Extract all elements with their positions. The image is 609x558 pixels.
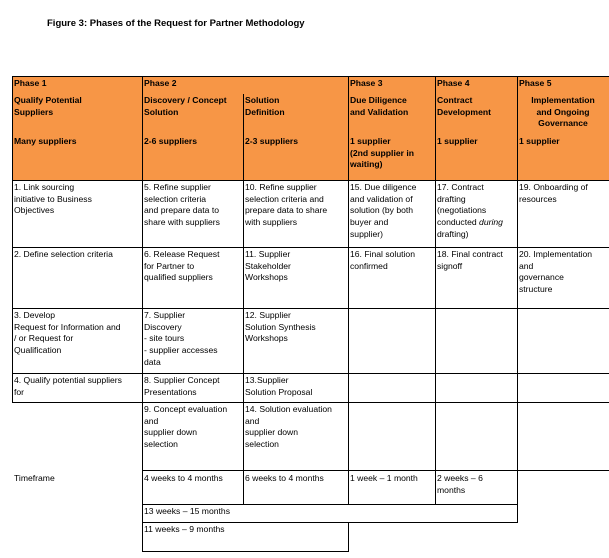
phase-4-header: Phase 4: [435, 77, 517, 94]
timeframe-phase-2-definition: 6 weeks to 4 months: [245, 473, 324, 483]
phase-4-name: Contract Development: [435, 94, 517, 135]
phase-1-header: Phase 1: [12, 77, 142, 94]
step-17: 17. Contract drafting (negotiations conducted during drafting): [437, 182, 503, 239]
step-6: 6. Release Request for Partner to qualified suppliers: [144, 249, 220, 283]
phase-5-name: Implementation and Ongoing Governance: [517, 94, 609, 135]
step-3: 3. Develop Request for Information and / or Request for Qualification: [14, 310, 121, 356]
emphasis-during: during: [479, 217, 503, 228]
phase-1-name: Qualify Potential Suppliers: [12, 94, 142, 135]
step-10: 10. Refine supplier selection criteria and prepare data to share with suppliers: [245, 182, 328, 228]
step-13: 13.Supplier Solution Proposal: [245, 375, 313, 397]
step-7: 7. Supplier Discovery - site tours - supplier accesses data: [144, 310, 218, 367]
phase-1-suppliers: Many suppliers: [12, 135, 142, 180]
phase-3-suppliers: 1 supplier (2nd supplier in waiting): [348, 135, 435, 180]
step-14: 14. Solution evaluation and supplier down selection: [245, 404, 332, 450]
step-18: 18. Final contract signoff: [437, 249, 503, 271]
total-timeframe-11-weeks: 11 weeks – 9 months: [144, 524, 225, 534]
step-15: 15. Due diligence and validation of solution (by both buyer and supplier): [350, 182, 417, 239]
step-16: 16. Final solution confirmed: [350, 249, 415, 271]
phase-2-definition-name: Solution Definition: [243, 94, 348, 135]
step-20: 20. Implementation and governance structure: [519, 249, 593, 295]
step-19: 19. Onboarding of resources: [519, 182, 588, 204]
timeframe-label: Timeframe: [14, 473, 55, 483]
phase-2-header: Phase 2: [142, 77, 348, 94]
figure-title: Figure 3: Phases of the Request for Partner Methodology: [47, 18, 305, 29]
step-2: 2. Define selection criteria: [14, 249, 113, 259]
timeframe-phase-3: 1 week – 1 month: [350, 473, 418, 483]
phase-5-suppliers: 1 supplier: [517, 135, 609, 180]
step-8: 8. Supplier Concept Presentations: [144, 375, 220, 397]
step-9: 9. Concept evaluation and supplier down selection: [144, 404, 228, 450]
phase-3-header: Phase 3: [348, 77, 435, 94]
step-4: 4. Qualify potential suppliers for: [14, 375, 122, 397]
phase-2-discovery-name: Discovery / Concept Solution: [142, 94, 243, 135]
total-timeframe-13-weeks: 13 weeks – 15 months: [144, 506, 230, 516]
phase-4-suppliers: 1 supplier: [435, 135, 517, 180]
phase-2-definition-suppliers: 2-3 suppliers: [243, 135, 348, 180]
step-11: 11. Supplier Stakeholder Workshops: [245, 249, 291, 283]
phase-3-name: Due Diligence and Validation: [348, 94, 435, 135]
timeframe-phase-4: 2 weeks – 6 months: [437, 473, 483, 495]
step-12: 12. Supplier Solution Synthesis Workshops: [245, 310, 316, 344]
step-1: 1. Link sourcing initiative to Business Objectives: [14, 182, 92, 216]
phase-5-header: Phase 5: [517, 77, 609, 94]
phase-2-discovery-suppliers: 2-6 suppliers: [142, 135, 243, 180]
timeframe-phase-2-discovery: 4 weeks to 4 months: [144, 473, 223, 483]
step-5: 5. Refine supplier selection criteria and prepare data to share with suppliers: [144, 182, 220, 228]
